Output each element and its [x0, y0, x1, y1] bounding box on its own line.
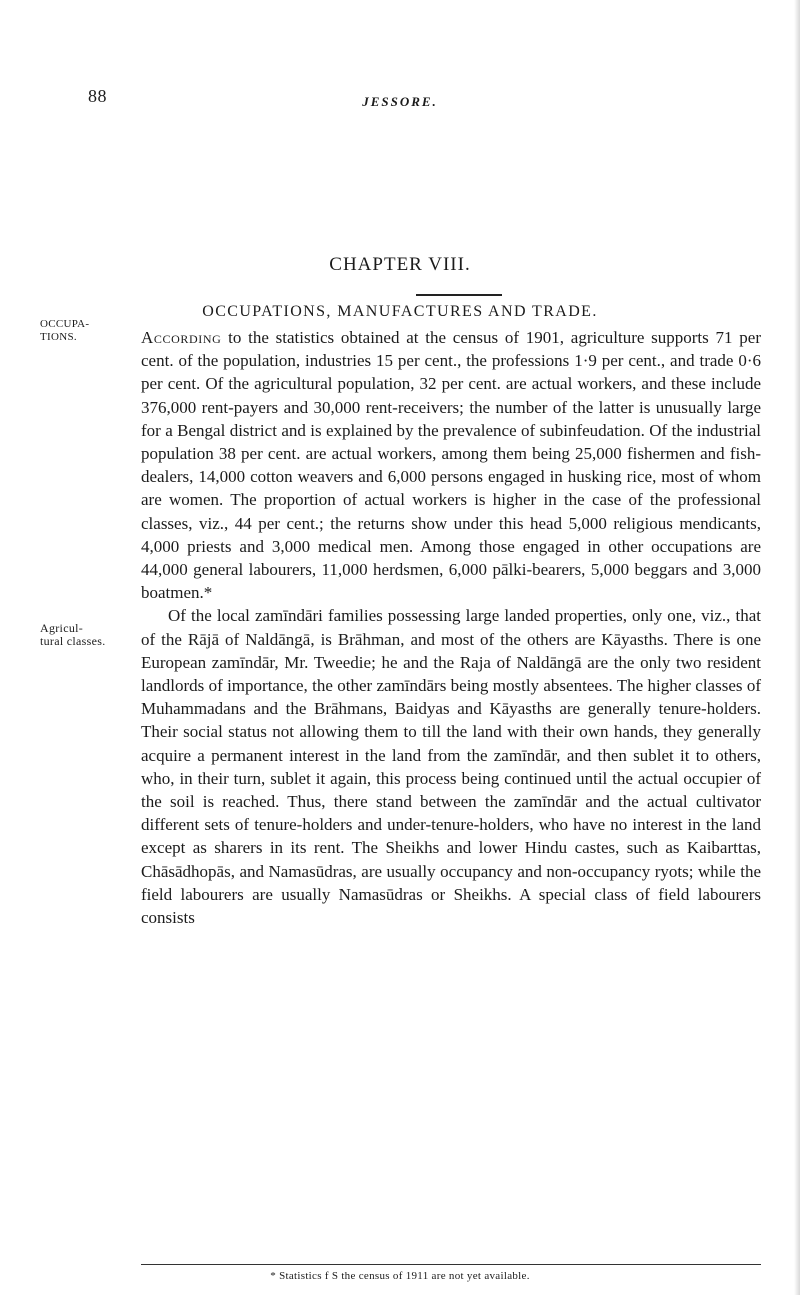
scan-edge-shadow [794, 0, 800, 1295]
margin-note-agricultural-classes: Agricul-tural classes. [40, 621, 106, 648]
chapter-title: CHAPTER VIII. [329, 254, 471, 275]
footnote: * Statistics f S the census of 1911 are not yet available. [270, 1270, 530, 1282]
paragraph-lead-word: According [141, 328, 222, 347]
body-text [141, 326, 761, 929]
title-rule [416, 294, 502, 296]
paragraph-occupations [141, 326, 761, 604]
paragraph-agricultural-classes: Of the local zamīndāri families possessing large landed properties, only one, viz., that of the Rājā of Naldāngā, is Brāhman, and most of the others are Kāyasths. There is one European zamīndār, Mr. Tweedie; he and the Raja of Naldāngā are the only two resident landlords of importance, the other zamīndārs being mostly absentees. The higher classes of Muhammadans and the Brāhmans, Baidyas and Kāyasths are generally tenure-holders. Their social status not allowing them to till the land with their own hands, they generally acquire a permanent interest in the land from the zamīndār, and then sublet it to others, who, in their turn, sublet it again, this process being continued until the actual occupier of the soil is reached. Thus, there stand between the zamīndār and the actual cultivator different sets of tenure-holders and under-tenure-holders, who have no interest in the land except as sharers in its rent. The Sheikhs and lower Hindu castes, such as Kaibarttas, Chāsādhopās, and Namasūdras, are usually occupancy and non-occupancy ryots; while the field labourers are usually Namasūdras or Sheikhs. A special class of field labourers consists [141, 606, 761, 928]
margin-note-occupations: OCCUPA-TIONS. [40, 318, 90, 343]
footnote-rule [141, 1264, 761, 1265]
section-title: OCCUPATIONS, MANUFACTURES AND TRADE. [202, 303, 598, 320]
paragraph-occupations-text: to the statistics obtained at the census of 1901, agriculture supports 71 per cent. of the population, industries 15 per cent., the professions 1·9 per cent., and trade 0·6 per cent. Of the agricultural population, 32 per cent. are actual workers, and these include 376,000 rent-payers and 30,000 rent-receivers; the number of the latter is unusually large for a Bengal district and is explained by the prevalence of subinfeudation. Of the industrial population 38 per cent. are actual workers, among them being 25,000 fishermen and fish-dealers, 14,000 cotton weavers and 6,000 persons engaged in husking rice, most of whom are women. The proportion of actual workers is higher in the case of the professional classes, viz., 44 per cent.; the returns show under this head 5,000 religious mendicants, 4,000 priests and 3,000 medical men. Among those engaged in other occupations are 44,000 general labourers, 11,000 herdsmen, 6,000 pālki-bearers, 5,000 beggars and 3,000 boatmen.* [141, 328, 761, 603]
running-head: JESSORE. [362, 94, 438, 109]
page-number: 88 [88, 86, 107, 106]
